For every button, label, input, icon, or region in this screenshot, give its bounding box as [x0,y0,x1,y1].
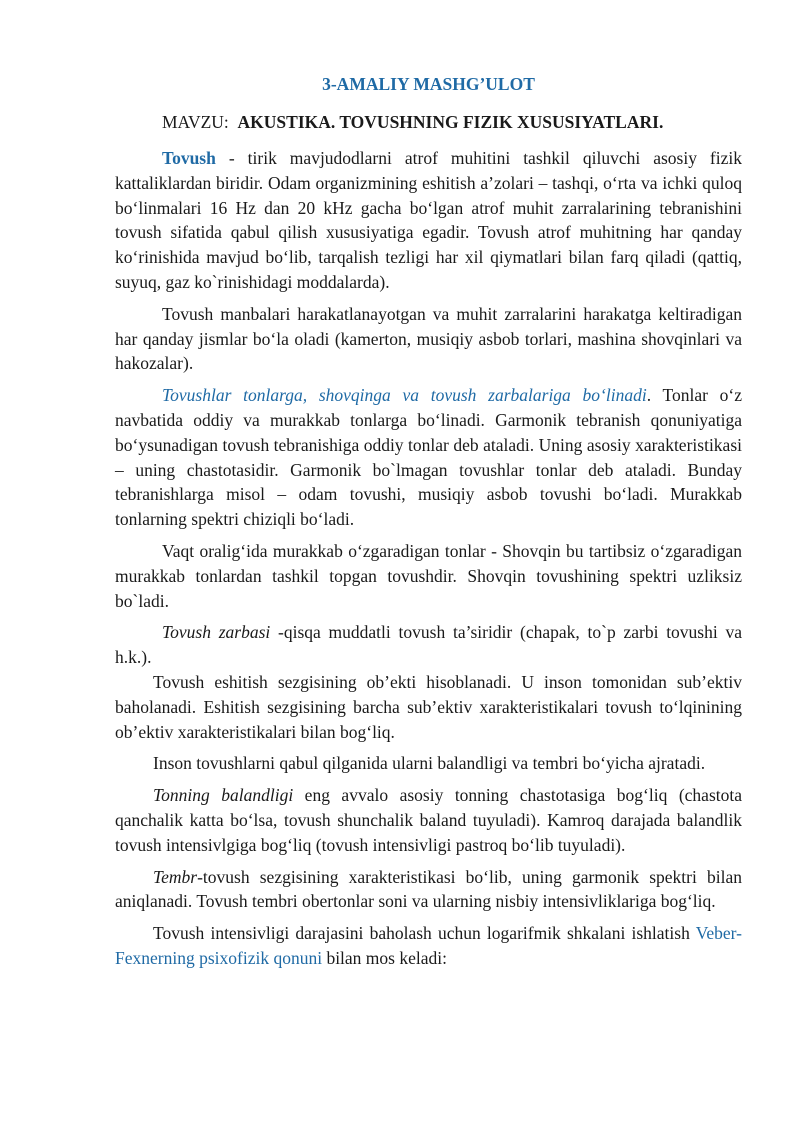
paragraph-6-text: Tovush eshitish sezgisining ob’ekti hisoblanadi. U inson tomonidan sub’ektiv baholanadi. Eshitish sezgisining barcha sub’ektiv xarakteristikalari tovush to‘lqinining ob’ektiv xarakteristikalari bilan bog‘liq. [115,671,742,742]
term-veber-fexner: Veber-Fexnerning psixofizik qonuni [115,923,742,968]
topic-line [115,110,742,134]
paragraph-7-text: Inson tovushlarni qabul qilganida ularni balandligi va tembri bo‘yicha ajratadi. [153,753,706,774]
paragraph-9-text: -tovush sezgisining xarakteristikasi bo‘lib, uning garmonik spektri bilan aniqlanadi. Tovush tembri obertonlar soni va ularning nisbiy intensivliklariga bog‘liq. [115,866,742,912]
topic-label: MAVZU: [162,112,229,132]
paragraph-2-text: Tovush manbalari harakatlanayotgan va muhit zarralarini harakatga keltiradigan har qanday jismlar bo‘la oladi (kamerton, musiqiy asbob torlari, mashina shovqinlari va hakozalar). [115,303,742,374]
term-tonning-balandligi: Tonning balandligi [153,785,294,806]
paragraph-2 [115,302,742,376]
paragraph-6 [115,670,742,744]
topic-text: AKUSTIKA. TOVUSHNING FIZIK XUSUSIYATLARI. [237,112,664,132]
term-tovush-zarbasi: Tovush zarbasi [162,622,271,643]
paragraph-10 [115,921,742,971]
term-tovushlar-bolinadi: Tovushlar tonlarga, shovqinga va tovush zarbalariga bo‘linadi [162,385,647,406]
paragraph-8-text: eng avvalo asosiy tonning chastotasiga bog‘liq (chastota qanchalik katta bo‘lsa, tovush shunchalik baland tuyuladi). Kamroq darajada balandlik tovush intensivlgiga bog‘liq (tovush intensivligi pastroq bo‘lib tuyuladi). [115,785,742,855]
paragraph-7 [115,751,742,776]
term-tovush: Tovush [162,148,216,168]
paragraph-3 [115,383,742,532]
paragraph-3-text: . Tonlar o‘z navbatida oddiy va murakkab tonlarga bo‘linadi. Garmonik tebranish qonuniyatiga bo‘ysunadigan tovush tebranishiga oddiy tonlar deb ataladi. Uning asosiy xarakteristikasi – uning chastotasidir. Garmonik bo`lmagan tovushlar tonlar deb ataladi. Bunday tebranishlarga misol – odam tovushi, musiqiy asbob tovushi bo‘ladi. Murakkab tonlarning spektri chiziqli bo‘ladi. [115,385,742,530]
paragraph-8 [115,783,742,857]
paragraph-5 [115,620,742,670]
paragraph-10-text-before: Tovush intensivligi darajasini baholash uchun logarifmik shkalani ishlatish [153,923,696,944]
term-tembr: Tembr [153,866,198,887]
paragraph-4 [115,539,742,613]
paragraph-4-text: Vaqt oralig‘ida murakkab o‘zgaradigan tonlar - Shovqin bu tartibsiz o‘zgaradigan murakkab tonlardan tashkil topgan tovushdir. Shovqin tovushining spektri uzliksiz bo`ladi. [115,540,742,611]
page-title: 3-AMALIY MASHG’ULOT [322,74,535,94]
paragraph-9 [115,865,742,915]
paragraph-1-text: - tirik mavjudodlarni atrof muhitini tashkil qiluvchi asosiy fizik kattaliklardan biridir. Odam organizmining eshitish a’zolari – tashqi, o‘rta va ichki quloq bo‘linmalari 16 Hz dan 20 kHz gacha bo‘lgan atrof muhit zarralarining tebranishini tovush sifatida qabul qilish xususiyatiga egadir. Tovush atrof muhitning har qanday ko‘rinishida mavjud bo‘lib, tarqalish tezligi har xil qiymatlari bilan farq qiladi (qattiq, suyuq, gaz ko`rinishidagi moddalarda). [115,148,742,292]
document-page [115,72,742,978]
paragraph-5-text: -qisqa muddatli tovush ta’siridir (chapak, to`p zarbi tovushi va h.k.). [115,622,743,668]
paragraph-10-text-after: bilan mos keladi: [322,947,447,968]
paragraph-1 [115,146,742,295]
